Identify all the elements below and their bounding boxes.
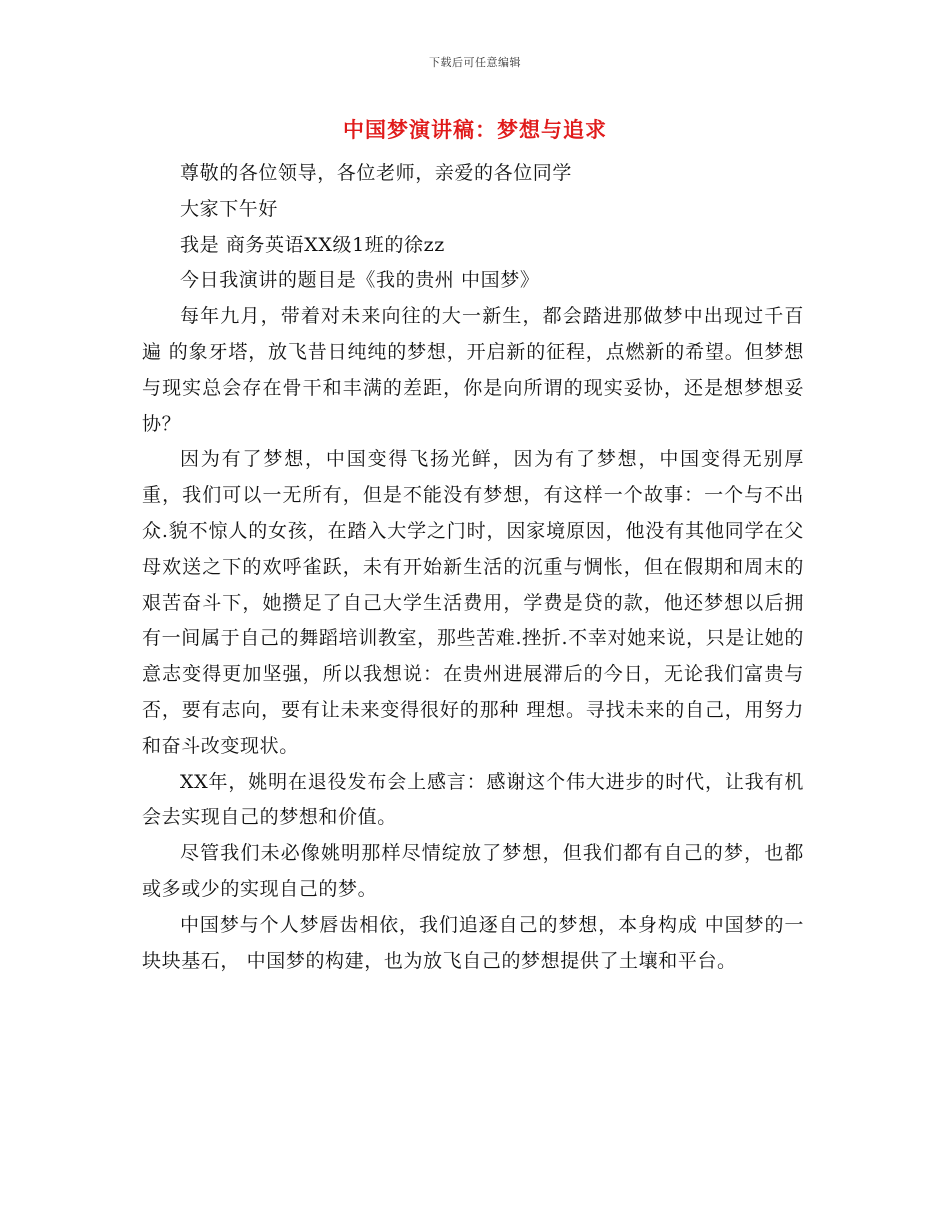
paragraph-topic: 今日我演讲的题目是《我的贵州 中国梦》 <box>180 269 540 292</box>
document-title: 中国梦演讲稿：梦想与追求 <box>343 117 607 142</box>
paragraph-greeting: 尊敬的各位领导，各位老师，亲爱的各位同学 <box>180 162 573 184</box>
paragraph-body: 尽管我们未必像姚明那样尽情绽放了梦想，但我们都有自己的梦，也都或多或少的实现自己的梦。 <box>142 842 804 900</box>
document-body <box>142 156 804 979</box>
header-note: 下载后可任意编辑 <box>429 56 521 69</box>
paragraph-salutation: 大家下午好 <box>180 197 279 220</box>
paragraph-body: XX年，姚明在退役发布会上感言：感谢这个伟大进步的时代，让我有机会去实现自己的梦想和价值。 <box>142 770 804 829</box>
paragraph-body: 每年九月，带着对未来向往的大一新生，都会踏进那做梦中出现过千百遍 的象牙塔，放飞昔日纯纯的梦想，开启新的征程，点燃新的希望。但梦想与现实总会存在骨干和丰满的差距，你是向所谓的现实妥协，还是想梦想妥协？ <box>142 305 804 435</box>
paragraph-body: 因为有了梦想，中国变得飞扬光鲜，因为有了梦想，中国变得无别厚重，我们可以一无所有，但是不能没有梦想，有这样一个故事：一个与不出众.貌不惊人的女孩，在踏入大学之门时，因家境原因，他没有其他同学在父母欢送之下的欢呼雀跃，未有开始新生活的沉重与惆怅，但在假期和周末的艰苦奋斗下，她攒足了自己大学生活费用，学费是贷的款，他还梦想以后拥有一间属于自己的舞蹈培训教室，那些苦难.挫折.不幸对她来说，只是让她的意志变得更加坚强，所以我想说：在贵州进展滞后的今日，无论我们富贵与否，要有志向，要有让未来变得很好的那种 理想。寻找未来的自己，用努力和奋斗改变现状。 <box>142 448 804 757</box>
paragraph-introduction: 我是 商务英语XX级1班的徐zz <box>180 233 445 256</box>
paragraph-body: 中国梦与个人梦唇齿相依，我们追逐自己的梦想，本身构成 中国梦的一块块基石， 中国梦的构建，也为放飞自己的梦想提供了土壤和平台。 <box>142 913 804 972</box>
